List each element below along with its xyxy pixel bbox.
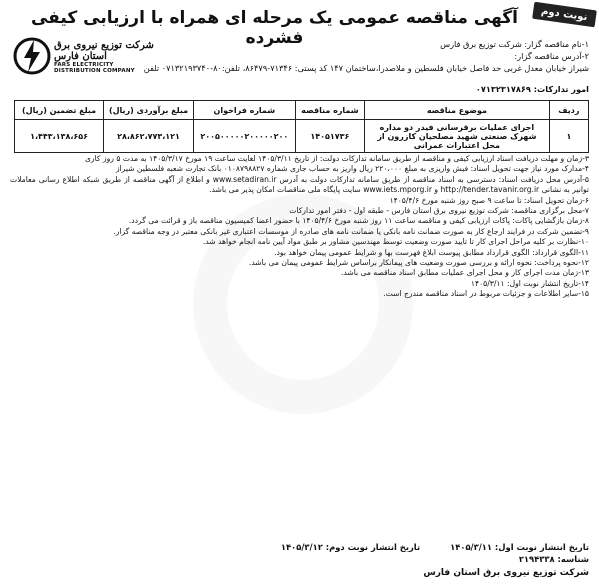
procurement-phone: امور تدارکات: ۰۷۱۳۲۳۱۷۸۶۹ — [475, 84, 589, 94]
notice-paragraph: ۳-زمان و مهلت دریافت اسناد ارزیابی کیفی و مناقصه از طریق سامانه تدارکات دولت: از تاریخ ۱۴۰۵/۳/۱۱ لغایت ساعت ۱۹ مورخ ۱۴۰۵/۳/۱۷ به مدت ۵ روز کاری — [84, 154, 589, 163]
col-header: ردیف — [549, 101, 588, 120]
notice-paragraph: ۱۲-نحوه پرداخت: نحوه ارائه و بررسی صورت وضعیت های پیمانکار براساس شرایط عمومی پیمان می باشد. — [248, 258, 589, 268]
notice-paragraph: ۱۰-نظارت بر کلیه مراحل اجرای کار تا تایید صورت وضعیت توسط مهندسین مشاور بر طبق مواد آیین نامه انجام خواهد شد. — [202, 237, 589, 247]
publish-dates — [10, 542, 589, 552]
notice-id: شناسه: ۲۱۹۴۳۳۸ — [518, 554, 589, 564]
info-line: شیراز خیابان معدل غربی حد فاصل خیابان فلسطین و ملاصدرا،ساختمان ۱۴۷ کد پستی: ۷۱۳۴۶-۸۶۴۷۹، تلفن:۸۰-۰۷۱۳۲۱۹۳۷۴۰ تلفن — [143, 63, 589, 73]
col-header: مبلغ برآوردی (ریال) — [104, 101, 194, 120]
publish-date-2: تاریخ انتشار نوبت دوم: ۱۴۰۵/۳/۱۲ — [280, 542, 421, 552]
table-header-row — [15, 101, 589, 120]
publish-date-1: تاریخ انتشار نوبت اول: ۱۴۰۵/۳/۱۱ — [450, 542, 589, 552]
tenderer-info — [143, 38, 589, 74]
notice-paragraph: ۱۳-زمان مدت اجرای کار و محل اجرای عملیات مطابق اسناد مناقصه می باشد. — [340, 268, 589, 278]
col-header: مبلغ تضمین (ریال) — [15, 101, 104, 120]
notice-paragraph: ۱۵-سایر اطلاعات و جزئیات مربوط در اسناد مناقصه مندرج است. — [383, 289, 589, 299]
notice-paragraph: ۵-آدرس محل دریافت اسناد: دسترسی به اسناد مناقصه از طریق سامانه تدارکات دولت به آدرس www.setadiran.ir و اطلاع از آگهی مناقصه از طریق شبکه اطلاع رسانی معاملات توانیر به نشانی http://tender.tavanir.org.ir و www.iets.mporg.ir سایت پایگاه ملی مناقصات امکان پذیر می باشد. — [10, 174, 589, 195]
table-cell: اجرای عملیات برقرسانی فیدر دو مداره شهرک صنعتی شهید مصلحیان کازرون از محل اعتبارات عمرانی — [365, 120, 550, 153]
notice-paragraph: ۸-زمان بازگشایی پاکات: پاکات ارزیابی کیفی و مناقصه ساعت ۱۱ روز شنبه مورخ ۱۴۰۵/۴/۶ با حضور اعضا کمیسیون مناقصه باز و قرائت می گردد. — [128, 216, 589, 226]
notice-paragraph: ۴-مدارک مورد نیاز جهت تحویل اسناد: فیش واریزی به مبلغ ۲۲۰،۰۰۰ ریال واریز به حساب جاری شماره ۰۱۰۸۷۹۸۸۲۷ بانک تجارت شعبه فلسطین شیراز — [115, 164, 589, 174]
ribbon-badge: نوبت دوم — [533, 2, 597, 28]
table-cell: ۲۸،۸۶۲،۷۷۳،۱۲۱ — [104, 120, 194, 153]
info-line: ۲-آدرس مناقصه گزار: — [514, 51, 589, 61]
table-row — [15, 120, 589, 153]
notice-paragraph: ۷-محل برگزاری مناقصه: شرکت توزیع نیروی برق استان فارس - طبقه اول - دفتر امور تدارکات — [289, 206, 589, 216]
notice-paragraph: ۱۱-الگوی قرارداد: الگوی قرارداد مطابق پیوست ابلاغ فهرست بها و شرایط عمومی پیمان خواهد بود. — [274, 247, 589, 257]
logo-text-en: FARS ELECTRICITY DISTRIBUTION COMPANY — [54, 62, 135, 74]
col-header: شماره مناقصه — [295, 101, 364, 120]
col-header: موضوع مناقصه — [365, 101, 550, 120]
table-cell: ۱۴۰۵۱۷۳۶ — [295, 120, 364, 153]
notice-body — [10, 154, 589, 300]
table-cell: ۲۰۰۵۰۰۰۰۰۲۰۰۰۰۰۲۰۰ — [193, 120, 295, 153]
lightning-bolt-icon — [12, 34, 52, 78]
table-cell: ۱،۴۴۳،۱۳۸،۶۵۶ — [15, 120, 104, 153]
col-header: شماره فراخوان — [193, 101, 295, 120]
notice-paragraph: ۹-تضمین شرکت در فرایند ارجاع کار به صورت ضمانت نامه بانکی یا ضمانت نامه های صادره از موسسات اعتباری غیر بانکی معتبر در وجه مناقصه گزار. — [113, 226, 589, 236]
company-logo — [12, 34, 162, 84]
logo-text-fa: شرکت توزیع نیروی برق استان فارس — [54, 40, 154, 62]
issuer-name: شرکت توزیع نیروی برق استان فارس — [423, 568, 589, 578]
tender-notice — [6, 4, 593, 584]
notice-title: آگهی مناقصه عمومی یک مرحله ای همراه با ارزیابی کیفی فشرده — [30, 8, 519, 48]
info-line: ۱-نام مناقصه گزار: شرکت توزیع برق فارس — [440, 39, 589, 49]
table-cell: ۱ — [549, 120, 588, 153]
notice-paragraph: ۶-زمان تحویل اسناد: تا ساعت ۹ صبح روز شنبه مورخ ۱۴۰۵/۴/۶ — [389, 195, 589, 205]
notice-footer — [10, 542, 589, 578]
notice-paragraph: ۱۴-تاریخ انتشار نوبت اول: ۱۴۰۵/۳/۱۱ — [470, 278, 589, 288]
tender-table — [14, 100, 589, 153]
